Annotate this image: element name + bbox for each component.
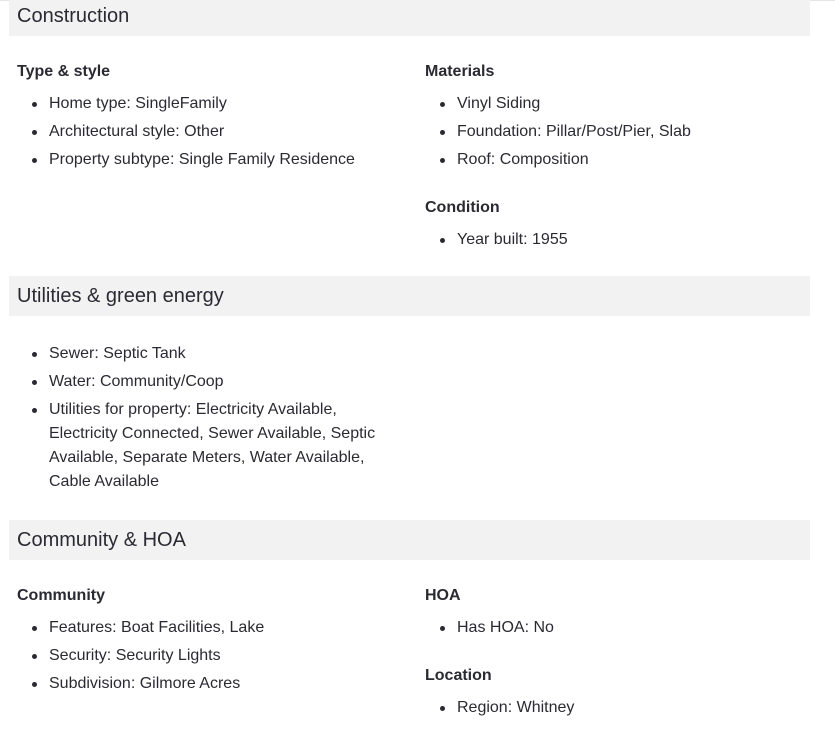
- section-title: Construction: [17, 5, 130, 27]
- community-list: [17, 616, 397, 696]
- list-item: Sewer: Septic Tank: [17, 342, 381, 366]
- utilities-group: [17, 342, 397, 494]
- type-style-list: [17, 92, 397, 172]
- condition-group: [425, 198, 805, 256]
- list-item: Has HOA: No: [425, 616, 805, 640]
- condition-heading: Condition: [425, 199, 500, 216]
- list-item: Utilities for property: Electricity Available, Electricity Connected, Sewer Available, Septic Available, Separate Meters, Water Available, Cable Available: [17, 398, 381, 494]
- list-item: Subdivision: Gilmore Acres: [17, 672, 397, 696]
- list-item: Vinyl Siding: [425, 92, 805, 116]
- location-group: [425, 666, 805, 724]
- location-heading: Location: [425, 667, 492, 684]
- type-style-heading: Type & style: [17, 63, 111, 80]
- section-title: Community & HOA: [17, 529, 186, 551]
- materials-heading: Materials: [425, 63, 495, 80]
- materials-group: [425, 62, 805, 176]
- utilities-list: [17, 342, 397, 494]
- section-header-construction: [9, 0, 810, 36]
- community-heading: Community: [17, 587, 105, 604]
- type-style-group: [17, 62, 397, 176]
- section-header-community-hoa: [9, 520, 810, 560]
- section-title: Utilities & green energy: [17, 285, 224, 307]
- community-group: [17, 586, 397, 700]
- hoa-heading: HOA: [425, 587, 461, 604]
- list-item: Features: Boat Facilities, Lake: [17, 616, 397, 640]
- location-list: [425, 696, 805, 720]
- list-item: Foundation: Pillar/Post/Pier, Slab: [425, 120, 805, 144]
- list-item: Property subtype: Single Family Residence: [17, 148, 397, 172]
- condition-list: [425, 228, 805, 252]
- section-header-utilities: [9, 276, 810, 316]
- hoa-list: [425, 616, 805, 640]
- hoa-group: [425, 586, 805, 644]
- list-item: Year built: 1955: [425, 228, 805, 252]
- list-item: Home type: SingleFamily: [17, 92, 397, 116]
- list-item: Water: Community/Coop: [17, 370, 381, 394]
- list-item: Architectural style: Other: [17, 120, 397, 144]
- list-item: Region: Whitney: [425, 696, 805, 720]
- materials-list: [425, 92, 805, 172]
- list-item: Roof: Composition: [425, 148, 805, 172]
- list-item: Security: Security Lights: [17, 644, 397, 668]
